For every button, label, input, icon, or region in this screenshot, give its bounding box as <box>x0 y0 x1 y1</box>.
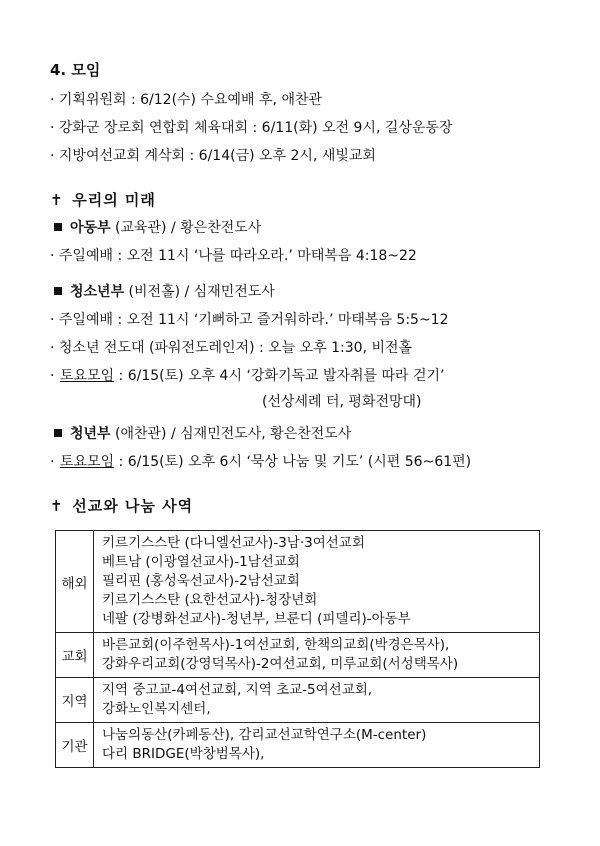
young-adults-saturday: · 토요모임 : 6/15(토) 오후 6시 ‘묵상 나눔 및 기도’ (시편 56~61편) <box>50 454 472 470</box>
meeting-title: 4. 모임 <box>50 61 101 79</box>
meeting-item-sports: · 강화군 장로회 연합회 체육대회 : 6/11(화) 오전 9시, 길상운동장 <box>50 120 453 136</box>
list-item: 강화노인복지센터, <box>102 701 211 717</box>
category-institution: 기관 <box>56 723 94 768</box>
list-item: 네팔 (강병화선교사)-청년부, 브룬디 (피델리)-아동부 <box>102 611 411 627</box>
square-bullet-icon <box>54 287 62 295</box>
young-adults-saturday-label: 토요모임 <box>60 454 115 470</box>
youth-saturday-text: : 6/15(토) 오후 4시 ‘강화기독교 발자취를 따라 걷기’ <box>114 368 445 384</box>
future-heading <box>50 190 156 210</box>
cross-icon: ✝ <box>50 191 64 209</box>
region-list <box>94 678 540 723</box>
youth-dept-info: (비전홀) / 심재민전도사 <box>124 284 275 300</box>
children-worship: · 주일예배 : 오전 11시 ‘나를 따라오라.’ 마태복음 4:18~22 <box>50 248 417 264</box>
cross-icon: ✝ <box>50 497 64 515</box>
list-item: 바른교회(이주헌목사)-1여선교회, 한책의교회(박경은목사), <box>102 637 450 653</box>
young-adults-info: (애찬관) / 심재민전도사, 황은찬전도사 <box>110 426 352 442</box>
list-item: 나눔의동산(카페동산), 감리교선교학연구소(M-center) <box>102 727 427 743</box>
youth-saturday: · 토요모임 : 6/15(토) 오후 4시 ‘강화기독교 발자취를 따라 걷기’ <box>50 368 445 384</box>
list-item: 필리핀 (홍성욱선교사)-2남선교회 <box>102 573 300 589</box>
youth-evangelism: · 청소년 전도대 (파워전도레인저) : 오늘 오후 1:30, 비전홀 <box>50 340 413 356</box>
youth-saturday-continuation: (선상세례 터, 평화전망대) <box>262 394 422 410</box>
list-item: 지역 중고교-4여선교회, 지역 초교-5여선교회, <box>102 682 373 698</box>
overseas-list <box>94 531 540 633</box>
category-church: 교회 <box>56 633 94 678</box>
square-bullet-icon <box>54 429 62 437</box>
list-item: 강화우리교회(강영덕목사)-2여선교회, 미루교회(서성택목사) <box>102 656 459 672</box>
young-adults-header <box>50 424 351 444</box>
youth-saturday-label: 토요모임 <box>60 368 115 384</box>
list-item: 다리 BRIDGE(박창범목사), <box>102 746 265 762</box>
youth-dept-header <box>50 282 275 302</box>
young-adults-name: 청년부 <box>70 426 111 442</box>
table-row <box>56 678 540 723</box>
mission-heading <box>50 496 193 516</box>
young-adults-saturday-text: : 6/15(토) 오후 6시 ‘묵상 나눔 및 기도’ (시편 56~61편) <box>114 454 472 470</box>
category-overseas: 해외 <box>56 531 94 633</box>
children-dept-header <box>50 218 261 238</box>
meeting-item-district: · 지방여선교회 계삭회 : 6/14(금) 오후 2시, 새빛교회 <box>50 148 376 164</box>
institution-list <box>94 723 540 768</box>
table-row <box>56 633 540 678</box>
table-row <box>56 723 540 768</box>
list-item: 베트남 (이광열선교사)-1남선교회 <box>102 554 300 570</box>
table-row <box>56 531 540 633</box>
list-item: 키르기스스탄 (다니엘선교사)-3남·3여선교회 <box>102 535 365 551</box>
list-item: 키르기스스탄 (요한선교사)-청장년회 <box>102 592 318 608</box>
youth-dept-name: 청소년부 <box>70 284 125 300</box>
children-dept-info: (교육관) / 황은찬전도사 <box>110 220 262 236</box>
mission-title: 선교와 나눔 사역 <box>72 497 194 515</box>
children-dept-name: 아동부 <box>70 220 111 236</box>
mission-table <box>55 530 540 768</box>
youth-worship: · 주일예배 : 오전 11시 ‘기뻐하고 즐거워하라.’ 마태복음 5:5~12 <box>50 312 449 328</box>
meeting-item-planning: · 기획위원회 : 6/12(수) 수요예배 후, 애찬관 <box>50 92 323 108</box>
church-list <box>94 633 540 678</box>
square-bullet-icon <box>54 223 62 231</box>
future-title: 우리의 미래 <box>72 191 156 209</box>
category-region: 지역 <box>56 678 94 723</box>
